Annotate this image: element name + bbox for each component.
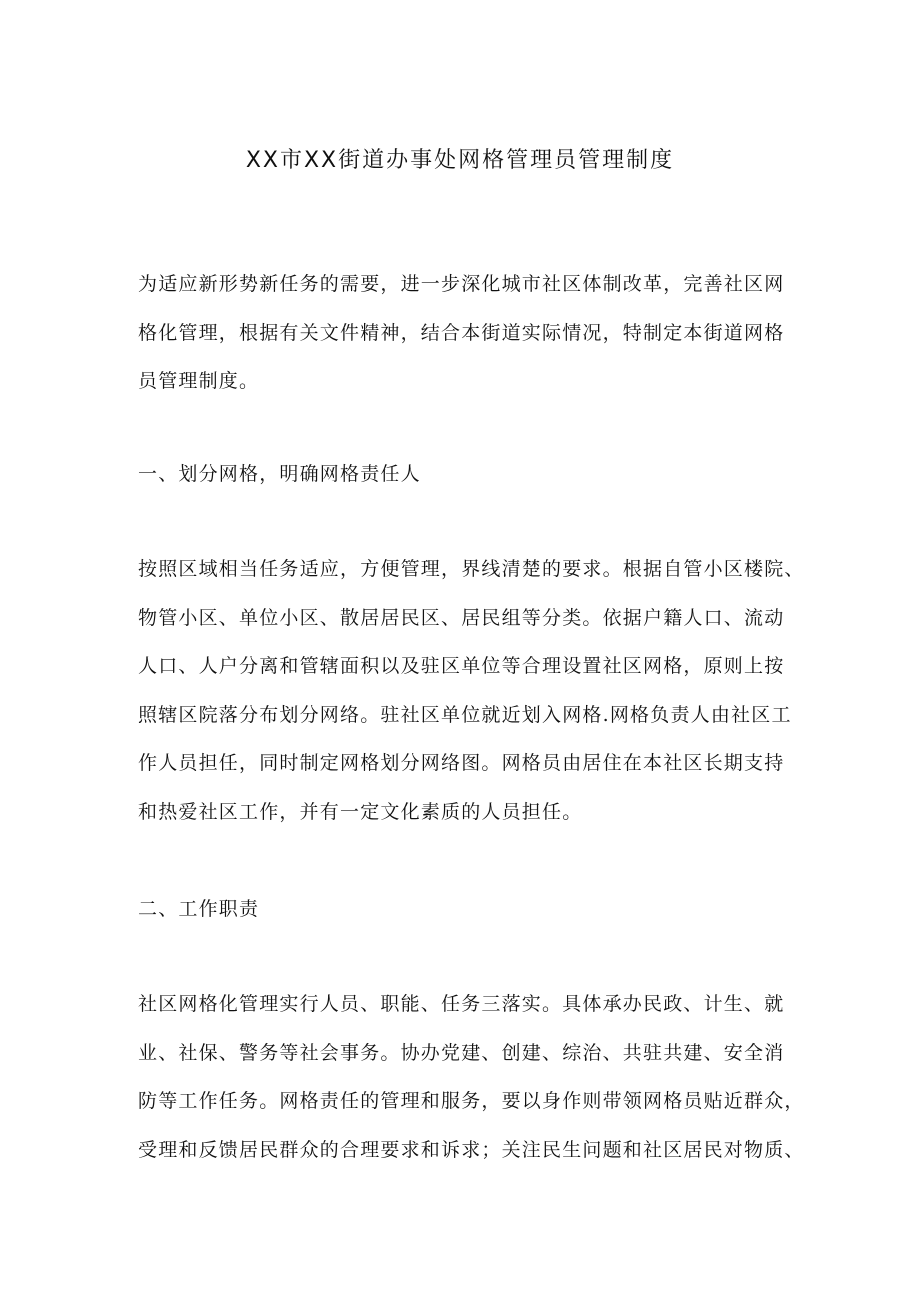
paragraph-line: 员管理制度。 xyxy=(138,370,260,392)
section-heading-1: 一、划分网格，明确网格责任人 xyxy=(138,463,421,485)
paragraph-line: 按照区域相当任务适应，方便管理，界线清楚的要求。根据自管小区楼院、 xyxy=(138,558,805,580)
paragraph-line: 和热爱社区工作，并有一定文化素质的人员担任。 xyxy=(138,800,583,823)
section-heading-2: 二、工作职责 xyxy=(138,898,260,920)
paragraph-line: 业、社保、警务等社会事务。协办党建、创建、综治、共驻共建、安全消 xyxy=(138,1041,785,1064)
paragraph-line: 作人员担任，同时制定网格划分网络图。网格员由居住在本社区长期支持 xyxy=(138,752,785,774)
paragraph-line: 防等工作任务。网格责任的管理和服务，要以身作则带领网格员贴近群众， xyxy=(138,1090,805,1112)
paragraph-line: 照辖区院落分布划分网络。驻社区单位就近划入网格.网格负责人由社区工 xyxy=(138,703,792,726)
paragraph-line: 物管小区、单位小区、散居居民区、居民组等分类。依据户籍人口、流动 xyxy=(138,606,785,629)
paragraph-line: 为适应新形势新任务的需要，进一步深化城市社区体制改革，完善社区网 xyxy=(138,273,785,295)
paragraph-line: 受理和反馈居民群众的合理要求和诉求；关注民生问题和社区居民对物质、 xyxy=(138,1138,805,1161)
section-1-paragraph xyxy=(138,545,805,836)
section-2-paragraph xyxy=(138,980,805,1174)
document-title: XX市XX街道办事处网格管理员管理制度 xyxy=(245,148,675,173)
intro-paragraph xyxy=(138,260,798,406)
paragraph-line: 格化管理，根据有关文件精神，结合本街道实际情况，特制定本街道网格 xyxy=(138,321,785,344)
paragraph-line: 人口、人户分离和管辖面积以及驻区单位等合理设置社区网格，原则上按 xyxy=(138,655,785,677)
paragraph-line: 社区网格化管理实行人员、职能、任务三落实。具体承办民政、计生、就 xyxy=(138,993,785,1015)
